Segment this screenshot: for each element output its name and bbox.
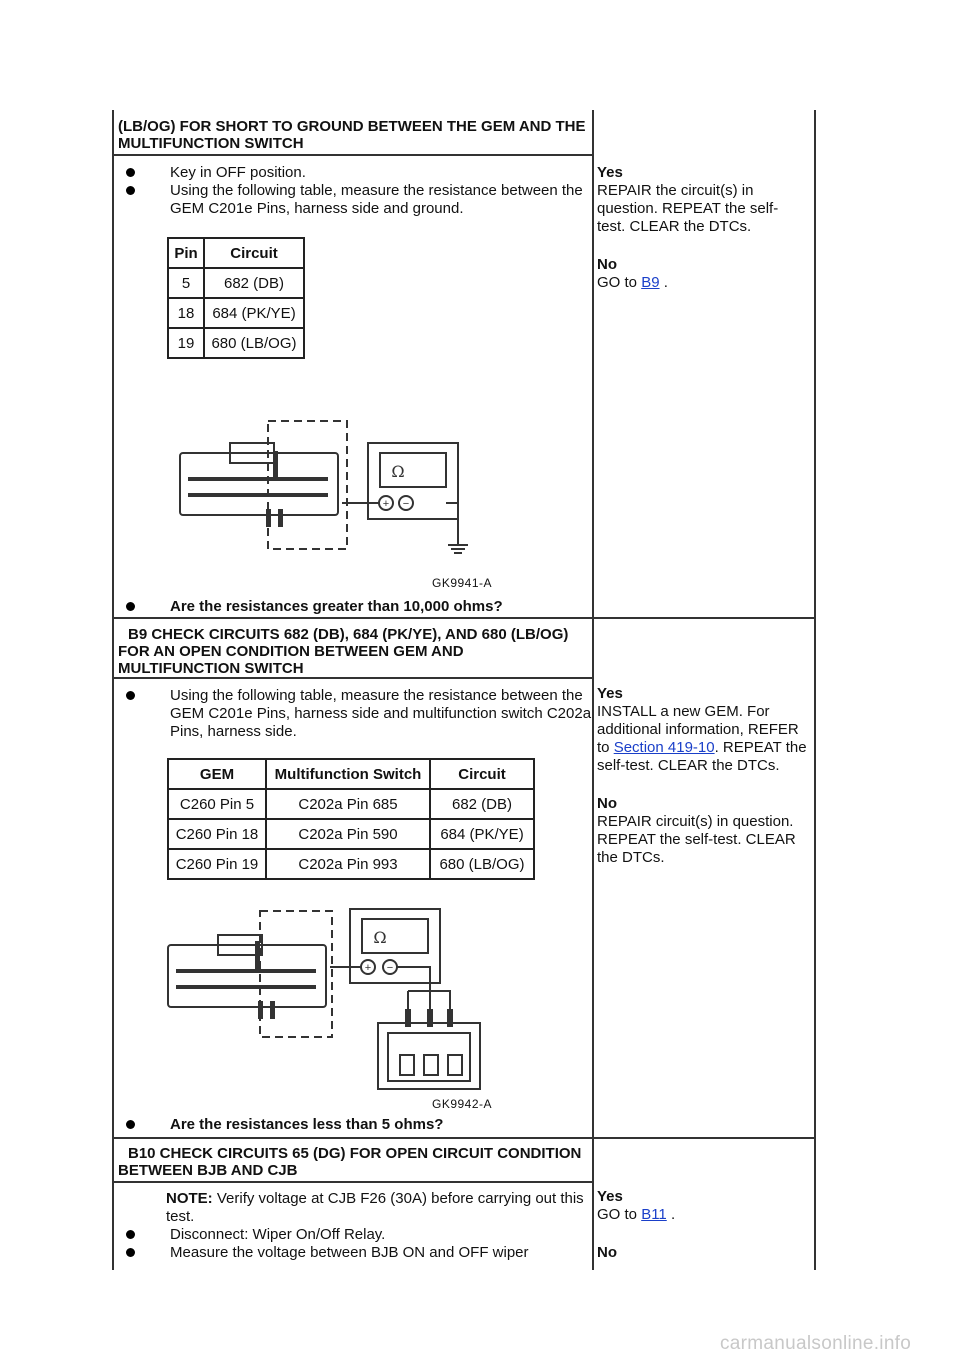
table-cell: 5 xyxy=(168,268,204,298)
step-b8-answers xyxy=(597,164,802,292)
table-cell: 682 (DB) xyxy=(204,268,304,298)
table-header: Circuit xyxy=(204,238,304,268)
table-cell: 19 xyxy=(168,328,204,358)
yes-text: INSTALL a new GEM. For additional information, REFER to Section 419-10. REPEAT the self-test. CLEAR the DTCs. xyxy=(597,703,807,774)
step-b10-bullet-1: Disconnect: Wiper On/Off Relay. xyxy=(142,1226,610,1244)
gem-switch-circuit-table xyxy=(167,758,535,880)
table-cell: 682 (DB) xyxy=(430,789,534,819)
table-cell: 684 (PK/YE) xyxy=(204,298,304,328)
gem-ground-test-diagram xyxy=(170,415,500,590)
step-b10-answers xyxy=(597,1188,802,1262)
step-b10-note xyxy=(166,1190,586,1226)
step-b8-bullet-1: Key in OFF position. xyxy=(142,164,610,182)
svg-text:+: + xyxy=(364,962,372,974)
svg-text:+: + xyxy=(382,498,390,510)
yes-text: GO to B11 . xyxy=(597,1206,676,1223)
table-header-row xyxy=(168,759,534,789)
row-divider-b9 xyxy=(112,677,592,679)
table-border-left xyxy=(112,110,114,1270)
svg-text:Ω: Ω xyxy=(391,462,405,481)
table-row xyxy=(168,268,304,298)
table-header-row xyxy=(168,238,304,268)
bullet-icon xyxy=(126,602,135,611)
svg-text:−: − xyxy=(402,498,410,510)
row-divider-b10 xyxy=(112,1181,592,1183)
note-label: NOTE: xyxy=(166,1190,213,1207)
table-cell: 18 xyxy=(168,298,204,328)
gem-switch-open-test-diagram xyxy=(160,905,500,1095)
step-b10-heading: B10 CHECK CIRCUITS 65 (DG) FOR OPEN CIRCUIT CONDITION BETWEEN BJB AND CJB xyxy=(118,1145,582,1179)
bullet-icon xyxy=(126,1120,135,1129)
yes-text: REPAIR the circuit(s) in question. REPEAT the self-test. CLEAR the DTCs. xyxy=(597,182,779,235)
yes-label: Yes xyxy=(597,164,623,181)
table-cell: 684 (PK/YE) xyxy=(430,819,534,849)
figure-caption: GK9942-A xyxy=(432,1097,493,1111)
link-section-419-10[interactable]: Section 419-10 xyxy=(613,739,715,756)
table-cell: C202a Pin 993 xyxy=(266,849,430,879)
bullet-icon xyxy=(126,1230,135,1239)
figure-caption: GK9941-A xyxy=(432,576,493,590)
bullet-icon xyxy=(126,168,135,177)
step-b8-bullet-2: Using the following table, measure the resistance between the GEM C201e Pins, harness side and ground. xyxy=(142,182,610,218)
table-header: Pin xyxy=(168,238,204,268)
table-row xyxy=(168,298,304,328)
bullet-icon xyxy=(126,691,135,700)
step-b8-question: Are the resistances greater than 10,000 ohms? xyxy=(142,598,610,615)
no-text: GO to B9 . xyxy=(597,274,668,291)
table-cell: C260 Pin 19 xyxy=(168,849,266,879)
row-divider-b8 xyxy=(112,154,592,156)
step-b9-bullet-1: Using the following table, measure the resistance between the GEM C201e Pins, harness side and multifunction switch C202a Pins, harness side. xyxy=(142,687,610,741)
note-text: Verify voltage at CJB F26 (30A) before carrying out this test. xyxy=(166,1190,584,1225)
link-b9[interactable]: B9 xyxy=(641,274,660,291)
row-divider-b9-top xyxy=(112,617,816,619)
table-border-right xyxy=(814,110,816,1270)
svg-text:Ω: Ω xyxy=(373,928,387,947)
no-label: No xyxy=(597,795,617,812)
step-b9-answers xyxy=(597,685,812,867)
watermark: carmanualsonline.info xyxy=(720,1333,912,1354)
pin-circuit-table xyxy=(167,237,305,359)
table-row xyxy=(168,819,534,849)
row-divider-b10-top xyxy=(112,1137,816,1139)
no-label: No xyxy=(597,256,617,273)
table-row xyxy=(168,328,304,358)
yes-label: Yes xyxy=(597,1188,623,1205)
no-text: REPAIR circuit(s) in question. REPEAT the self-test. CLEAR the DTCs. xyxy=(597,813,796,866)
table-cell: 680 (LB/OG) xyxy=(204,328,304,358)
yes-label: Yes xyxy=(597,685,623,702)
step-b9-question: Are the resistances less than 5 ohms? xyxy=(142,1116,610,1133)
table-row xyxy=(168,789,534,819)
table-header: GEM xyxy=(168,759,266,789)
table-cell: C202a Pin 590 xyxy=(266,819,430,849)
link-b11[interactable]: B11 xyxy=(641,1206,667,1223)
table-header: Multifunction Switch xyxy=(266,759,430,789)
table-cell: C260 Pin 18 xyxy=(168,819,266,849)
bullet-icon xyxy=(126,186,135,195)
step-b9-heading: B9 CHECK CIRCUITS 682 (DB), 684 (PK/YE), AND 680 (LB/OG) FOR AN OPEN CONDITION BETWEEN GEM AND MULTIFUNCTION SWITCH xyxy=(118,626,569,677)
table-cell: 680 (LB/OG) xyxy=(430,849,534,879)
table-header: Circuit xyxy=(430,759,534,789)
svg-text:−: − xyxy=(386,962,394,974)
table-cell: C260 Pin 5 xyxy=(168,789,266,819)
no-label: No xyxy=(597,1244,617,1261)
table-cell: C202a Pin 685 xyxy=(266,789,430,819)
step-b8-heading: (LB/OG) FOR SHORT TO GROUND BETWEEN THE GEM AND THE MULTIFUNCTION SWITCH xyxy=(118,118,586,152)
table-row xyxy=(168,849,534,879)
bullet-icon xyxy=(126,1248,135,1257)
step-b10-bullet-2: Measure the voltage between BJB ON and OFF wiper xyxy=(142,1244,610,1262)
